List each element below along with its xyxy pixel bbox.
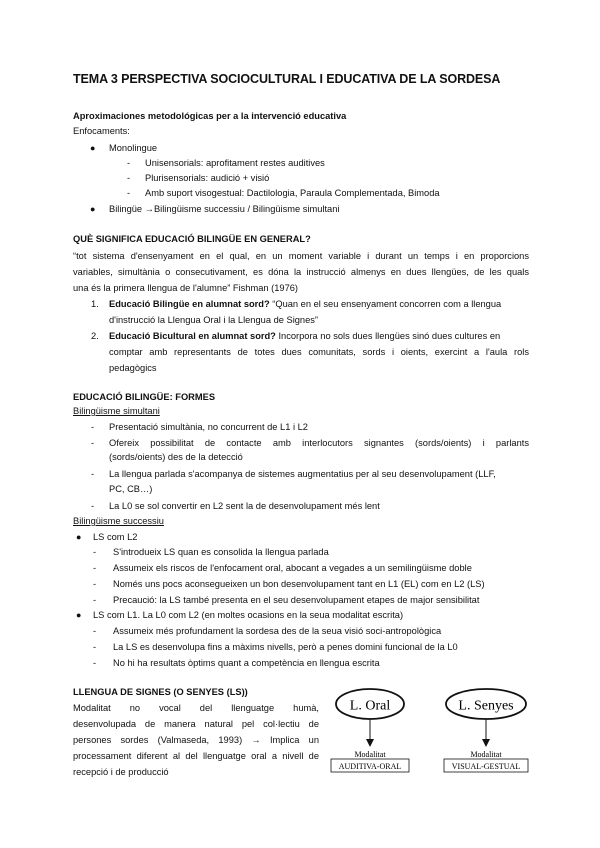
- dash-icon: -: [91, 438, 95, 448]
- simultani-point-3-line-2: PC, CB…): [109, 484, 153, 494]
- ls-l1-point-3: No hi ha resultats òptims quant a competència en llengua escrita: [113, 658, 380, 668]
- dash-icon: -: [127, 188, 131, 198]
- sign-modality-label: Modalitat: [470, 750, 502, 759]
- simultani-point-2-line-1: Ofereix possibilitat de contacte amb interlocutors signantes (sords/oients) i parlants: [109, 438, 529, 448]
- monolingue-sub-1: Unisensorials: aprofitament restes auditives: [145, 158, 325, 168]
- ls-l2-point-4: Precaució: la LS també presenta en el seu desenvolupament etapes de major sensibilitat: [113, 595, 480, 605]
- dash-icon: -: [93, 642, 97, 652]
- ls-l2-point-1: S'introdueix LS quan es consolida la llengua parlada: [113, 547, 329, 557]
- oral-modality-type: AUDITIVA-ORAL: [338, 762, 402, 771]
- ls-l1-point-1: Assumeix més profundament la sordesa des de la seua visió soci-antropològica: [113, 626, 442, 636]
- item2-line-1: [109, 330, 529, 342]
- ls-l2-point-3: Només uns pocs aconsegueixen un bon desenvolupament tant en L1 (EL) com en L2 (LS): [113, 579, 485, 589]
- section4-heading: LLENGUA DE SIGNES (O SENYES (LS)): [73, 687, 248, 697]
- oral-label: L. Oral: [349, 698, 391, 714]
- item1-line-2: d'instrucció la Llengua Oral i la Llengua de Signes”: [109, 315, 319, 325]
- simultani-point-1: Presentació simultània, no concurrent de L1 i L2: [109, 422, 308, 432]
- sign-modality-type: VISUAL-GESTUAL: [451, 762, 521, 771]
- section1-heading: Aproximaciones metodológicas per a la intervenció educativa: [73, 111, 347, 121]
- dash-icon: -: [91, 501, 95, 511]
- item1-title: Educació Bilingüe en alumnat sord?: [109, 299, 270, 309]
- dash-icon: -: [93, 563, 97, 573]
- simultani-point-4: La L0 se sol convertir en L2 sent la de desenvolupament més lent: [109, 501, 380, 511]
- dash-icon: -: [127, 158, 131, 168]
- oral-modality-label: Modalitat: [354, 750, 386, 759]
- monolingue-sub-2: Plurisensorials: audició + visió: [145, 173, 270, 183]
- dash-icon: -: [93, 658, 97, 668]
- bullet-icon: ●: [90, 204, 96, 214]
- list-number: 2.: [91, 331, 99, 341]
- list-number: 1.: [91, 299, 99, 309]
- item2-line-2: comptar amb representants de totes dues comunitats, sords i oients, exercint a l'aula rols: [109, 347, 529, 357]
- simultani-point-2-line-2: (sords/oients) des de la detecció: [109, 452, 243, 462]
- page-title: TEMA 3 PERSPECTIVA SOCIOCULTURAL I EDUCATIVA DE LA SORDESA: [73, 72, 501, 86]
- item2-title: Educació Bicultural en alumnat sord?: [109, 331, 276, 341]
- ls-l2-point-2: Assumeix els riscos de l'enfocament oral, abocant a vegades a un semilingüisme doble: [113, 563, 472, 573]
- bullet-icon: ●: [76, 532, 82, 542]
- ls-paragraph-line-2: desenvolupada de manera natural pel col·lectiu de: [73, 719, 319, 729]
- monolingue-sub-3: Amb suport visogestual: Dactilologia, Paraula Complementada, Bimoda: [145, 188, 440, 198]
- dash-icon: -: [93, 595, 97, 605]
- dash-icon: -: [93, 626, 97, 636]
- bilingue-item: Bilingüe →Bilingüisme successiu / Bilingüisme simultani: [109, 204, 340, 214]
- section3-heading: EDUCACIÓ BILINGÜE: FORMES: [73, 392, 216, 402]
- ls-paragraph-line-4: processament diferent al del llenguatge oral a nivell de: [73, 751, 319, 761]
- quote-line-2: variables, simultània o consecutivament, es dóna la instrucció almenys en dues llengües, de les quals: [73, 267, 529, 277]
- item1-line-1: [109, 298, 529, 310]
- section2-heading: QUÈ SIGNIFICA EDUCACIÓ BILINGÜE EN GENERAL?: [73, 234, 311, 244]
- arrow-down-icon: [482, 739, 490, 747]
- quote-line-3: una és la primera llengua de l'alumne” Fishman (1976): [73, 283, 299, 293]
- simultani-heading: Bilingüisme simultani: [73, 406, 160, 416]
- sign-label: L. Senyes: [458, 698, 514, 714]
- bullet-icon: ●: [76, 610, 82, 620]
- ls-paragraph-line-3: persones sordes (Valmaseda, 1993) → Implica un: [73, 735, 319, 745]
- ls-paragraph-line-1: Modalitat no vocal del llenguatge humà,: [73, 703, 319, 713]
- dash-icon: -: [93, 547, 97, 557]
- language-modality-diagram: [325, 685, 535, 780]
- monolingue-item: Monolingue: [109, 143, 158, 153]
- quote-line-1: “tot sistema d'ensenyament en el qual, en un moment variable i durant un temps i en proporcions: [73, 251, 529, 261]
- dash-icon: -: [93, 579, 97, 589]
- ls-l1-point-2: La LS es desenvolupa fins a màxims nivells, però a penes domini funcional de la L0: [113, 642, 458, 652]
- dash-icon: -: [91, 422, 95, 432]
- arrow-down-icon: [366, 739, 374, 747]
- bullet-icon: ●: [90, 143, 96, 153]
- dash-icon: -: [91, 469, 95, 479]
- simultani-point-3-line-1: La llengua parlada s'acompanya de sistemes augmentatius per al seu desenvolupament (LLF,: [109, 469, 496, 479]
- ls-paragraph-line-5: recepció i de producció: [73, 767, 169, 777]
- dash-icon: -: [127, 173, 131, 183]
- successiu-heading: Bilingüisme successiu: [73, 516, 164, 526]
- item2-text: Incorpora no sols dues llengües sinó dues cultures en: [275, 331, 501, 341]
- enfocaments-label: Enfocaments:: [73, 126, 130, 136]
- ls-com-l2: LS com L2: [93, 532, 138, 542]
- ls-com-l1: LS com L1. La L0 com L2 (en moltes ocasions en la seua modalitat escrita): [93, 610, 404, 620]
- item1-text: “Quan en el seu ensenyament concorren com a llengua: [269, 299, 502, 309]
- item2-line-3: pedagògics: [109, 363, 157, 373]
